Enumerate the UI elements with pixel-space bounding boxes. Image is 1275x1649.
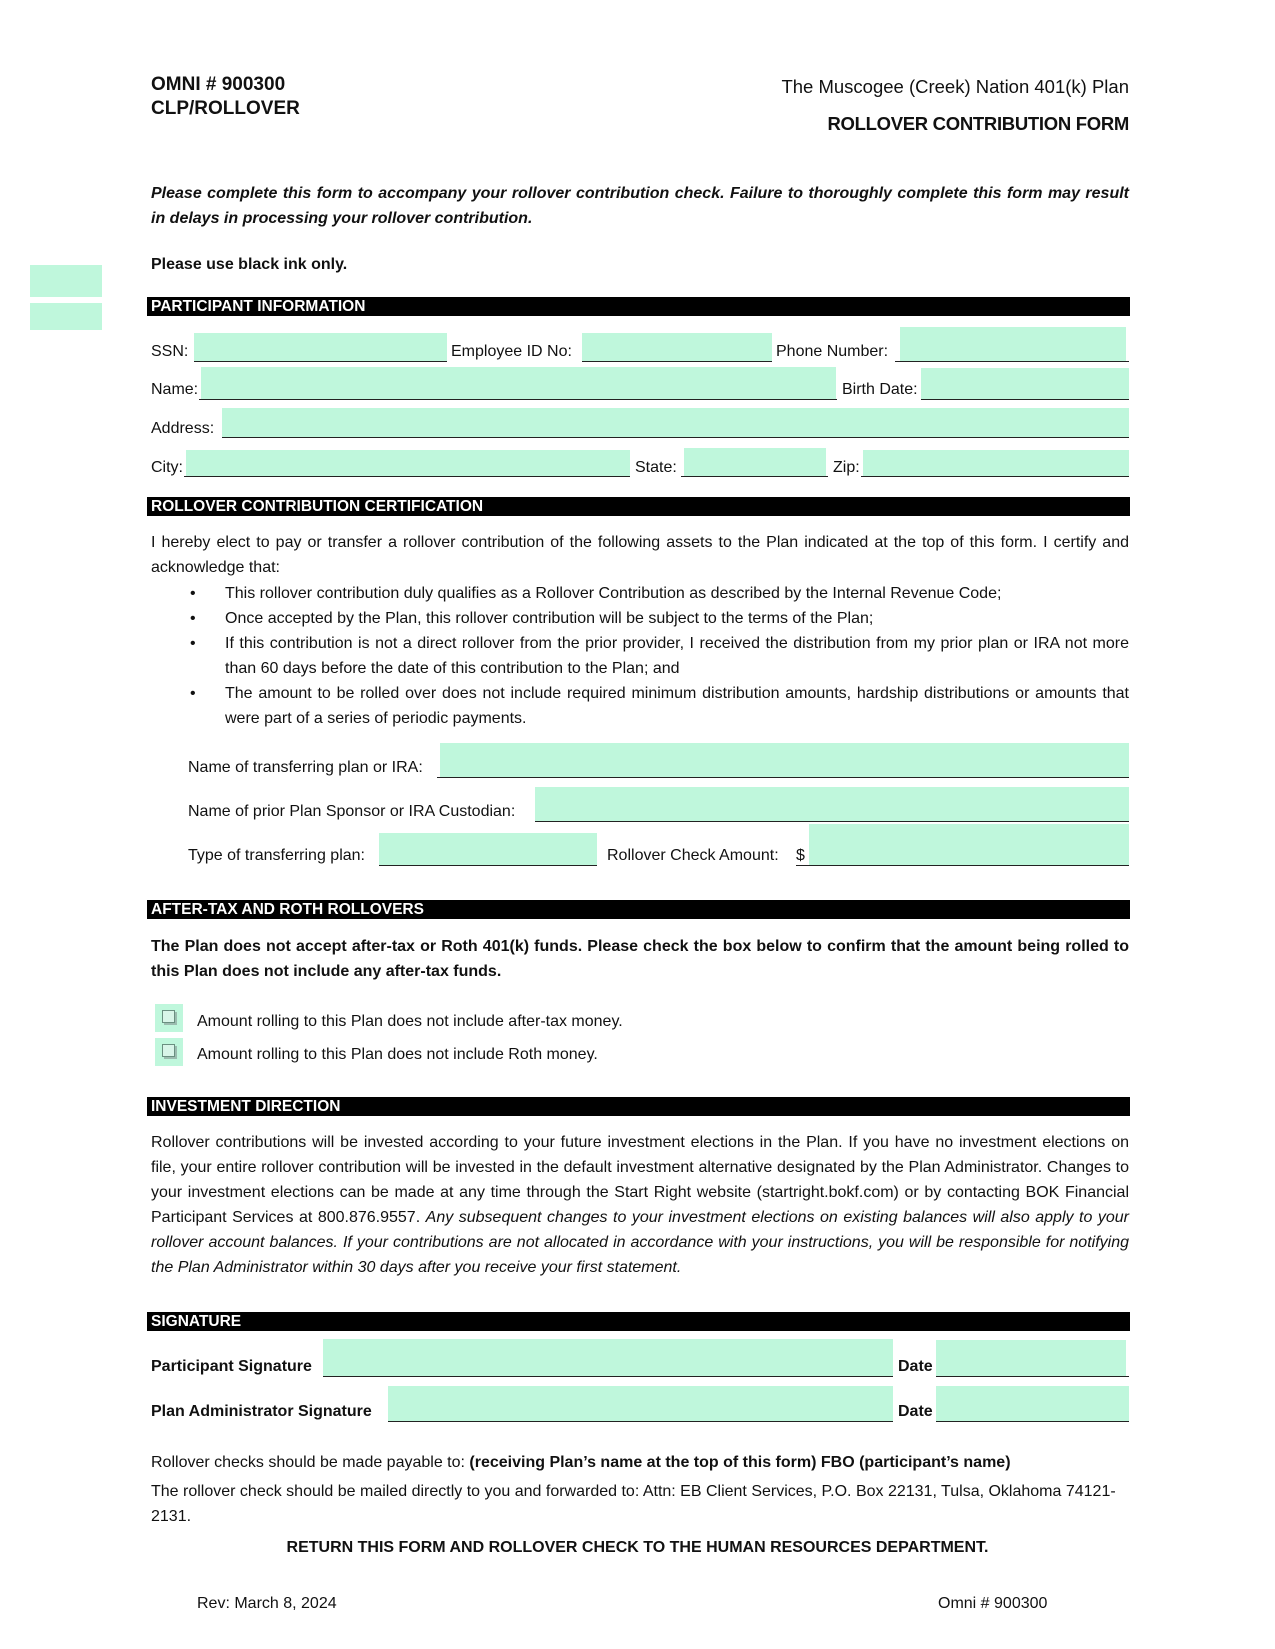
bullet-item-1 xyxy=(190,581,1129,606)
aftertax-checkbox[interactable] xyxy=(155,1004,183,1032)
phone-field[interactable] xyxy=(900,327,1126,361)
check-amount-underline xyxy=(796,865,1129,866)
name-label: Name: xyxy=(151,381,199,398)
birth-date-field[interactable] xyxy=(921,368,1129,399)
prior-sponsor-underline xyxy=(535,821,1129,822)
investment-text-italic: Any subsequent changes to your investment elections on existing balances will also apply to your rollover account balances. If your contributions are not allocated in accordance with your instructions, you will be responsible for notifying the Plan Administrator within 30 days after you receive your first statement. xyxy=(151,1209,1130,1276)
prior-sponsor-label: Name of prior Plan Sponsor or IRA Custodian: xyxy=(188,803,516,820)
payable-prefix: Rollover checks should be made payable to: xyxy=(151,1454,470,1471)
participant-section-header: PARTICIPANT INFORMATION xyxy=(147,297,1130,316)
city-underline xyxy=(184,476,630,477)
zip-label: Zip: xyxy=(833,459,860,476)
address-label: Address: xyxy=(151,420,215,437)
participant-date-underline xyxy=(936,1376,1129,1377)
bullet-dot: • xyxy=(190,635,196,652)
bullet-text: The amount to be rolled over does not include required minimum distribution amounts, hardship distributions or amounts that were part of a series of periodic payments. xyxy=(225,685,1129,727)
prior-sponsor-field[interactable] xyxy=(535,787,1129,821)
side-field-2[interactable] xyxy=(30,303,102,330)
check-amount-label: Rollover Check Amount: xyxy=(607,847,779,864)
address-field[interactable] xyxy=(222,408,1129,437)
roth-checkbox[interactable] xyxy=(155,1038,183,1066)
investment-text-regular: Rollover contributions will be invested according to your future investment elections in the Plan. If you have no investment elections on file, your entire rollover contribution will be invested in the default investment alternative designated by the Plan Administrator. Changes to your investment elections can be made at any time through the Start Right website (startright.bokf.com) or by contacting BOK Financial Participant Services at 800.876.9557. xyxy=(151,1134,1129,1226)
zip-field[interactable] xyxy=(863,450,1129,476)
state-field[interactable] xyxy=(684,448,826,476)
investment-section-header: INVESTMENT DIRECTION xyxy=(147,1097,1130,1116)
return-note: RETURN THIS FORM AND ROLLOVER CHECK TO THE HUMAN RESOURCES DEPARTMENT. xyxy=(286,1539,989,1556)
currency-symbol: $ xyxy=(796,847,805,864)
employee-id-label: Employee ID No: xyxy=(451,343,572,360)
administrator-date-field[interactable] xyxy=(936,1386,1129,1421)
roth-option-label: Amount rolling to this Plan does not include Roth money. xyxy=(197,1046,598,1063)
administrator-signature-field[interactable] xyxy=(388,1386,893,1421)
participant-signature-label: Participant Signature xyxy=(151,1358,312,1375)
participant-date-label: Date xyxy=(898,1358,933,1375)
name-field[interactable] xyxy=(201,367,836,399)
phone-underline xyxy=(895,361,1129,362)
payable-bold: (receiving Plan’s name at the top of this form) FBO (participant’s name) xyxy=(469,1454,1011,1471)
zip-underline xyxy=(861,476,1129,477)
administrator-date-underline xyxy=(936,1421,1129,1422)
transferring-plan-underline xyxy=(437,777,1129,778)
checkbox-icon xyxy=(162,1044,175,1057)
participant-signature-underline xyxy=(323,1376,893,1377)
mailing-note: The rollover check should be mailed directly to you and forwarded to: Attn: EB Client Services, P.O. Box 22131, Tulsa, Oklahoma 74121-2131. xyxy=(151,1483,1116,1525)
administrator-signature-label: Plan Administrator Signature xyxy=(151,1403,372,1420)
aftertax-text: The Plan does not accept after-tax or Roth 401(k) funds. Please check the box below to confirm that the amount being rolled to this Plan does not include any after-tax funds. xyxy=(151,938,1129,980)
city-label: City: xyxy=(151,459,183,476)
check-amount-field[interactable] xyxy=(809,824,1129,865)
bullet-text: Once accepted by the Plan, this rollover contribution will be subject to the terms of the Plan; xyxy=(225,610,874,627)
ssn-field[interactable] xyxy=(194,333,447,361)
ssn-label: SSN: xyxy=(151,343,189,360)
form-title: ROLLOVER CONTRIBUTION FORM xyxy=(827,113,1129,134)
revision-date: Rev: March 8, 2024 xyxy=(197,1595,337,1612)
ink-note: Please use black ink only. xyxy=(151,256,348,273)
birth-date-label: Birth Date: xyxy=(842,381,918,398)
bullet-item-2 xyxy=(190,606,1129,631)
certification-intro: I hereby elect to pay or transfer a rollover contribution of the following assets to the Plan indicated at the top of this form. I certify and acknowledge that: xyxy=(151,534,1129,576)
aftertax-section-header: AFTER-TAX AND ROTH ROLLOVERS xyxy=(147,900,1130,919)
state-label: State: xyxy=(635,459,677,476)
transferring-plan-label: Name of transferring plan or IRA: xyxy=(188,759,423,776)
omni-number: OMNI # 900300 xyxy=(151,74,286,95)
investment-text xyxy=(151,1130,1129,1280)
bullet-dot: • xyxy=(190,610,196,627)
employee-id-field[interactable] xyxy=(582,333,772,361)
ssn-underline xyxy=(194,361,447,362)
form-type: CLP/ROLLOVER xyxy=(151,98,300,119)
name-underline xyxy=(199,399,837,400)
administrator-signature-underline xyxy=(388,1421,893,1422)
checkbox-icon xyxy=(162,1010,175,1023)
birth-date-underline xyxy=(921,399,1129,400)
signature-section-header: SIGNATURE xyxy=(147,1312,1130,1331)
employee-id-underline xyxy=(582,361,772,362)
participant-date-field[interactable] xyxy=(936,1340,1126,1376)
address-underline xyxy=(222,437,1129,438)
bullet-item-4 xyxy=(190,681,1129,731)
administrator-date-label: Date xyxy=(898,1403,933,1420)
participant-signature-field[interactable] xyxy=(323,1339,893,1376)
intro-text: Please complete this form to accompany your rollover contribution check. Failure to thoroughly complete this form may result in delays in processing your rollover contribution. xyxy=(151,185,1129,227)
bullet-item-3 xyxy=(190,631,1129,681)
bullet-text: This rollover contribution duly qualifies as a Rollover Contribution as described by the Internal Revenue Code; xyxy=(225,585,1002,602)
state-underline xyxy=(681,476,828,477)
bullet-dot: • xyxy=(190,685,196,702)
footer-omni: Omni # 900300 xyxy=(938,1595,1048,1612)
plan-type-label: Type of transferring plan: xyxy=(188,847,365,864)
phone-label: Phone Number: xyxy=(776,343,889,360)
bullet-text: If this contribution is not a direct rollover from the prior provider, I received the distribution from my prior plan or IRA not more than 60 days before the date of this contribution to the Plan; and xyxy=(225,635,1129,677)
city-field[interactable] xyxy=(186,450,630,476)
side-field-1[interactable] xyxy=(30,265,102,297)
payable-note xyxy=(151,1454,1011,1472)
certification-section-header: ROLLOVER CONTRIBUTION CERTIFICATION xyxy=(147,497,1130,516)
plan-name: The Muscogee (Creek) Nation 401(k) Plan xyxy=(781,76,1129,97)
plan-type-field[interactable] xyxy=(379,833,597,865)
bullet-dot: • xyxy=(190,585,196,602)
plan-type-underline xyxy=(379,865,597,866)
aftertax-option-label: Amount rolling to this Plan does not include after-tax money. xyxy=(197,1013,623,1030)
transferring-plan-field[interactable] xyxy=(440,743,1129,777)
